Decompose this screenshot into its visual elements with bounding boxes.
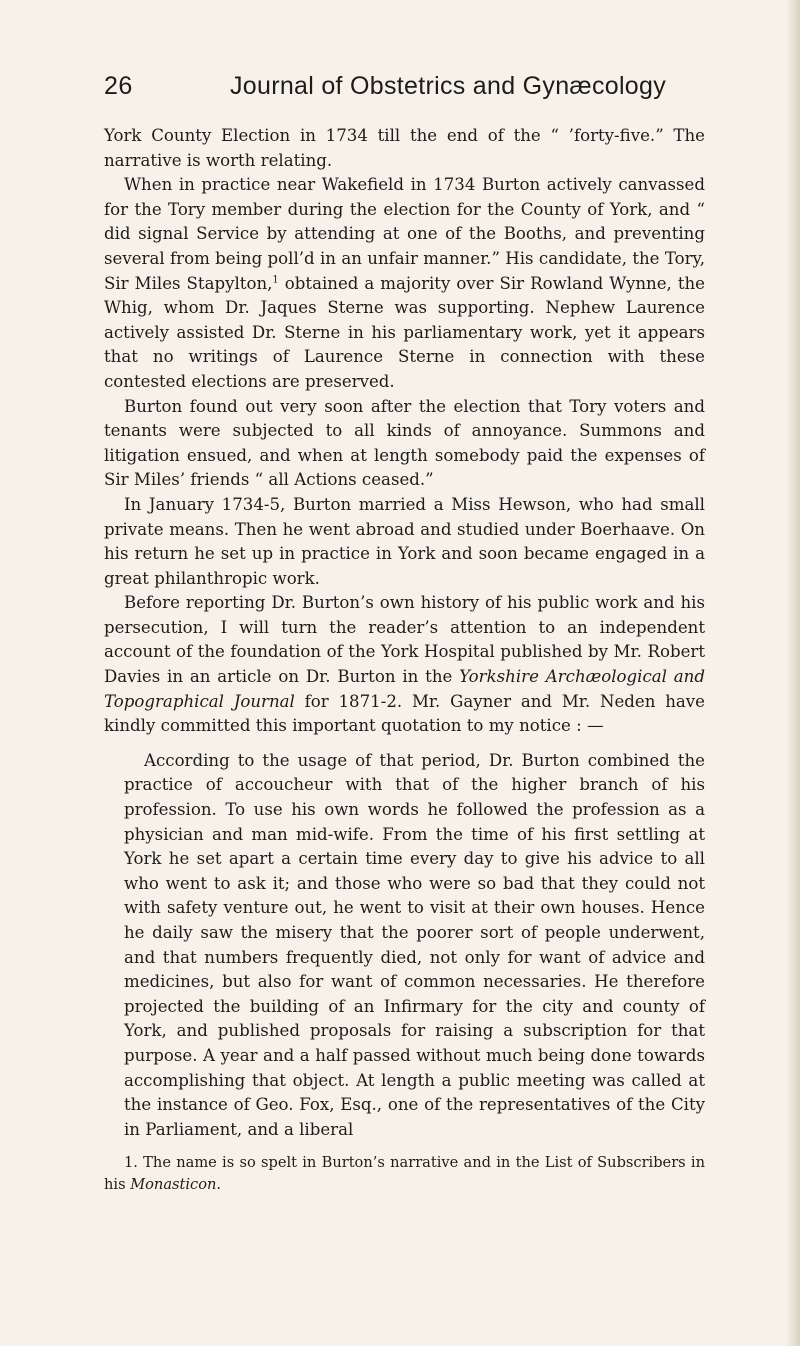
paragraph-text: Burton found out very soon after the election that Tory voters and tenants were subjected to all kinds of annoyance. Summons and litigation ensued, and when at length somebody paid the expenses of Sir Miles’ friends “ all Actions ceased.” [104, 396, 705, 490]
paragraph-annoyance [104, 395, 705, 493]
paragraph-marriage [104, 493, 705, 591]
running-title: Journal of Obstetrics and Gynæcology [230, 72, 667, 100]
paragraph-text: Before reporting Dr. Burton’s own history of his public work and his persecution, I will turn the reader’s attention to an independent account of the foundation of the York Hospital published by Mr. Robert Davies in an article on Dr. Burton in the [104, 593, 705, 687]
paragraph-text: obtained a majority over Sir Rowland Wynne, the Whig, whom Dr. Jaques Sterne was supporting. Nephew Laurence actively assisted Dr. Sterne in his parliamentary work, yet it appears that no writings of Laurence Sterne in connection with these contested elections are preserved. [104, 273, 705, 391]
journal-title: Yorkshire Archæological and Topographical Journal [104, 667, 705, 711]
page-number: 26 [104, 72, 133, 100]
footnote [104, 1152, 705, 1196]
quotation-text: According to the usage of that period, Dr. Burton combined the practice of accoucheur with that of the higher branch of his profession. To use his own words he followed the profession as a physician and man mid-wife. From the time of his first settling at York he set apart a certain time every day to give his advice to all who went to ask it; and those who were so bad that they could not with safety venture out, he went to visit at their own houses. Hence he daily saw the misery that the poorer sort of people underwent, and that numbers frequently died, not only for want of advice and medicines, but also for want of common necessaries. He therefore projected the building of an Infirmary for the city and county of York, and published proposals for raising a subscription for that purpose. A year and a half passed without much being done towards accomplishing that object. At length a public meeting was called at the instance of Geo. Fox, Esq., one of the representatives of the City in Parliament, and a liberal [124, 750, 705, 1139]
page-edge-shadow [786, 0, 800, 1346]
paragraph-text: When in practice near Wakefield in 1734 Burton actively canvassed for the Tory member during the election for the County of York, and “ did signal Service by attending at one of the Booths, and preventing several from being poll’d in an unfair manner.” His candidate, the Tory, Sir Miles Stapylton, [104, 175, 705, 293]
paragraph-text: York County Election in 1734 till the end of the “ ’forty-five.” The narrative is worth relating. [104, 126, 705, 170]
block-quotation [124, 749, 705, 1143]
footnote-text: . [216, 1176, 222, 1194]
paragraph-text: for 1871-2. Mr. Gayner and Mr. Neden have kindly committed this important quotation to my notice : — [104, 691, 705, 736]
footnote-book-title: Monasticon [130, 1176, 217, 1194]
paragraph-text: In January 1734-5, Burton married a Miss Hewson, who had small private means. Then he went abroad and studied under Boerhaave. On his return he set up in practice in York and soon became engaged in a great philanthropic work. [104, 494, 705, 588]
footnote-marker: 1 [272, 274, 279, 286]
paragraph-election-intro [104, 124, 705, 173]
paragraph-canvassing [104, 173, 705, 394]
footnote-text: 1. The name is so spelt in Burton’s narrative and in the List of Subscribers in his [104, 1154, 705, 1194]
page-header [104, 70, 704, 106]
paragraph-davies-account [104, 591, 705, 739]
article-body [104, 124, 705, 1196]
